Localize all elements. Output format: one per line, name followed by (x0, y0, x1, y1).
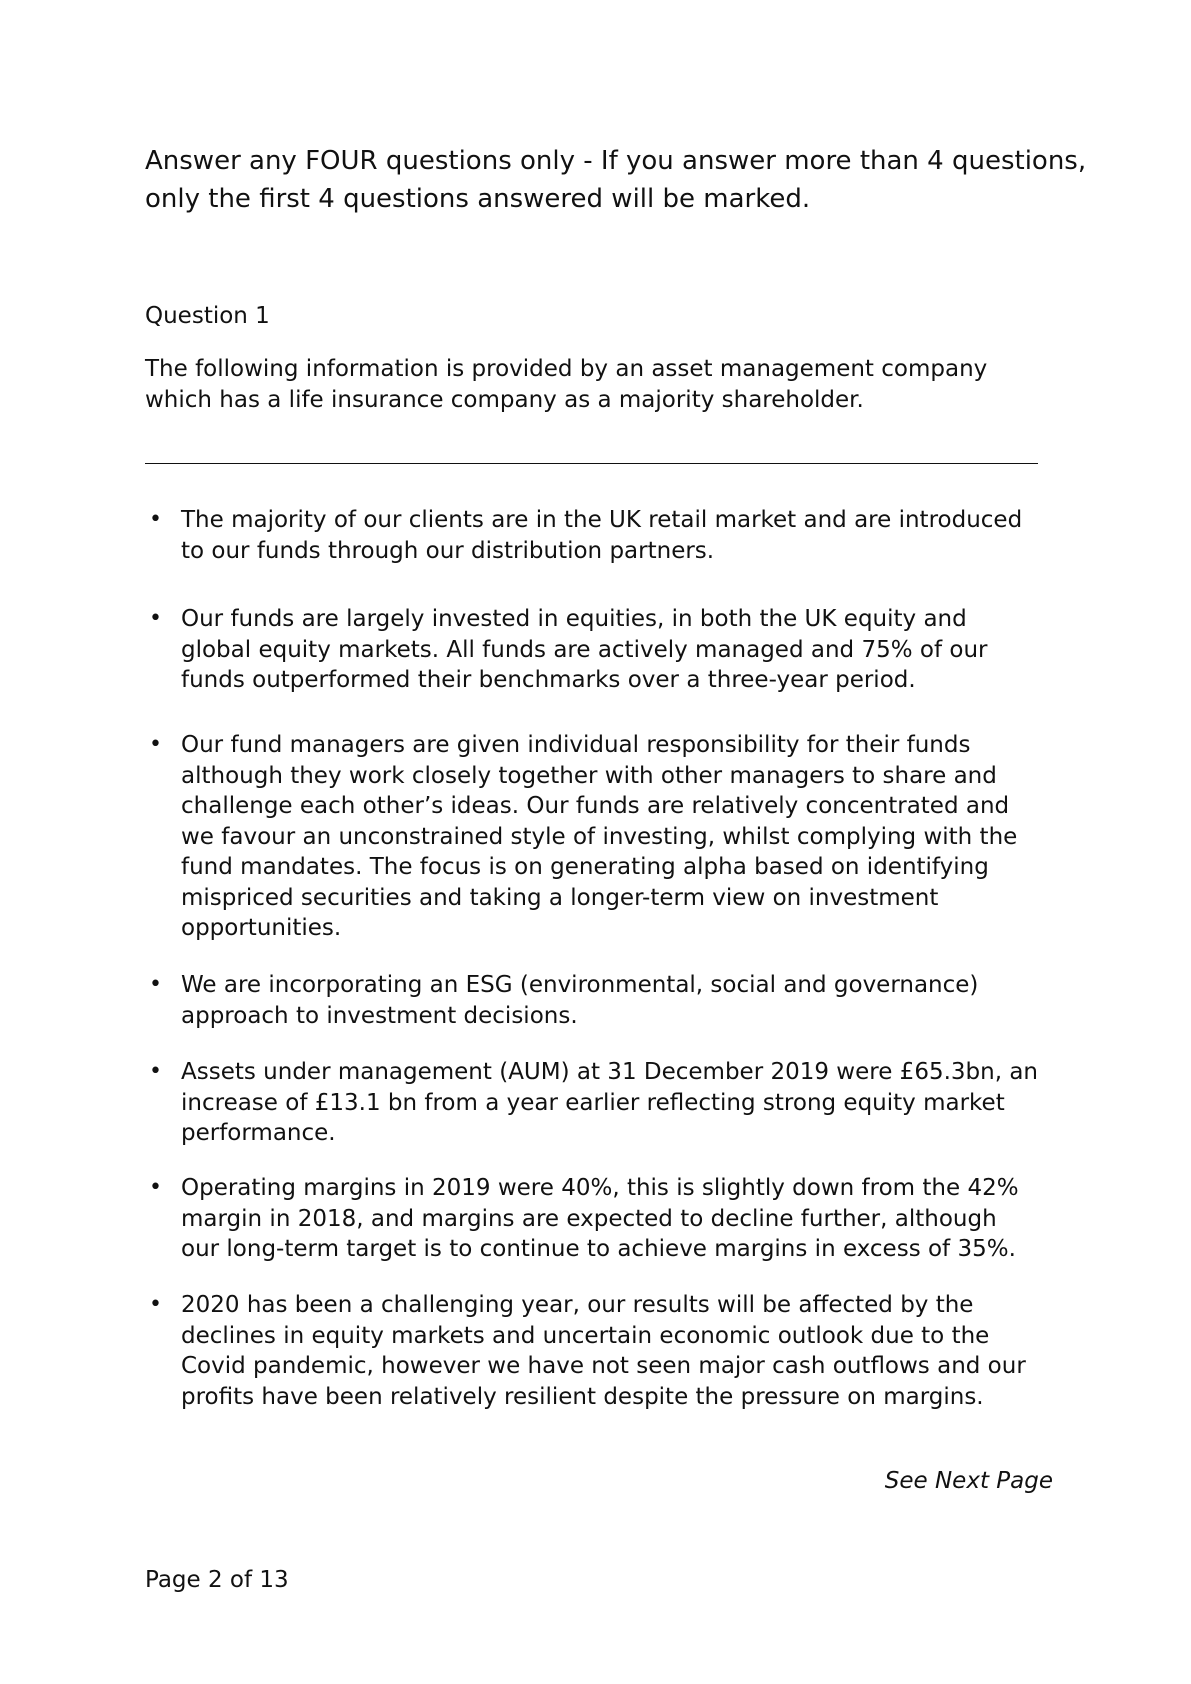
see-next-page-note: See Next Page (884, 1468, 1053, 1494)
bullet-text (181, 505, 1065, 566)
bullet-line: profits have been relatively resilient despite the pressure on margins. (181, 1383, 984, 1410)
bullet-line: global equity markets. All funds are actively managed and 75% of our (181, 636, 988, 663)
bullet-icon: • (149, 732, 162, 757)
bullet-line: we favour an unconstrained style of investing, whilst complying with the (181, 823, 1018, 850)
intro-line: The following information is provided by an asset management company (145, 356, 988, 382)
bullet-line: declines in equity markets and uncertain economic outlook due to the (181, 1322, 990, 1349)
bullet-line: fund mandates. The focus is on generating alpha based on identifying (181, 854, 989, 880)
bullet-line: Covid pandemic, however we have not seen major cash outflows and our (181, 1353, 1026, 1379)
bullet-line: margin in 2018, and margins are expected to decline further, although (181, 1205, 997, 1232)
intro-line: which has a life insurance company as a majority shareholder. (145, 387, 864, 413)
bullet-icon: • (149, 1292, 162, 1317)
bullet-line: Our fund managers are given individual responsibility for their funds (181, 732, 971, 758)
question-intro (145, 354, 1065, 416)
exam-instruction (145, 142, 1087, 218)
bullet-icon: • (149, 507, 162, 532)
bullet-text (181, 1173, 1065, 1265)
bullet-text (181, 1057, 1065, 1149)
bullet-line: performance. (181, 1120, 336, 1146)
bullet-line: although they work closely together with other managers to share and (181, 762, 997, 789)
bullet-line: funds outperformed their benchmarks over a three-year period. (181, 667, 916, 693)
question-heading: Question 1 (145, 303, 270, 329)
bullet-line: The majority of our clients are in the UK retail market and are introduced (181, 507, 1023, 533)
bullet-line: challenge each other’s ideas. Our funds are relatively concentrated and (181, 793, 1010, 819)
bullet-text (181, 730, 1065, 944)
bullet-text (181, 604, 1065, 696)
horizontal-rule (145, 463, 1038, 464)
bullet-text (181, 1290, 1065, 1412)
bullet-line: mispriced securities and taking a longer-term view on investment (181, 884, 939, 911)
bullet-line: 2020 has been a challenging year, our results will be affected by the (181, 1292, 974, 1318)
bullet-icon: • (149, 972, 162, 997)
instruction-line: only the first 4 questions answered will be marked. (145, 184, 811, 214)
bullet-line: We are incorporating an ESG (environmental, social and governance) (181, 972, 979, 998)
bullet-icon: • (149, 606, 162, 631)
instruction-line: Answer any FOUR questions only - If you answer more than 4 questions, (145, 146, 1087, 176)
page-number: Page 2 of 13 (145, 1567, 289, 1593)
bullet-line: approach to investment decisions. (181, 1002, 578, 1029)
bullet-line: opportunities. (181, 915, 342, 941)
bullet-line: Assets under management (AUM) at 31 December 2019 were £65.3bn, an (181, 1059, 1038, 1085)
bullet-icon: • (149, 1175, 162, 1200)
bullet-line: our long-term target is to continue to achieve margins in excess of 35%. (181, 1236, 1016, 1262)
bullet-line: to our funds through our distribution partners. (181, 537, 715, 564)
bullet-line: Our funds are largely invested in equities, in both the UK equity and (181, 606, 967, 632)
bullet-icon: • (149, 1059, 162, 1084)
bullet-line: Operating margins in 2019 were 40%, this is slightly down from the 42% (181, 1175, 1019, 1201)
bullet-text (181, 970, 1065, 1031)
bullet-line: increase of £13.1 bn from a year earlier reflecting strong equity market (181, 1089, 1005, 1116)
